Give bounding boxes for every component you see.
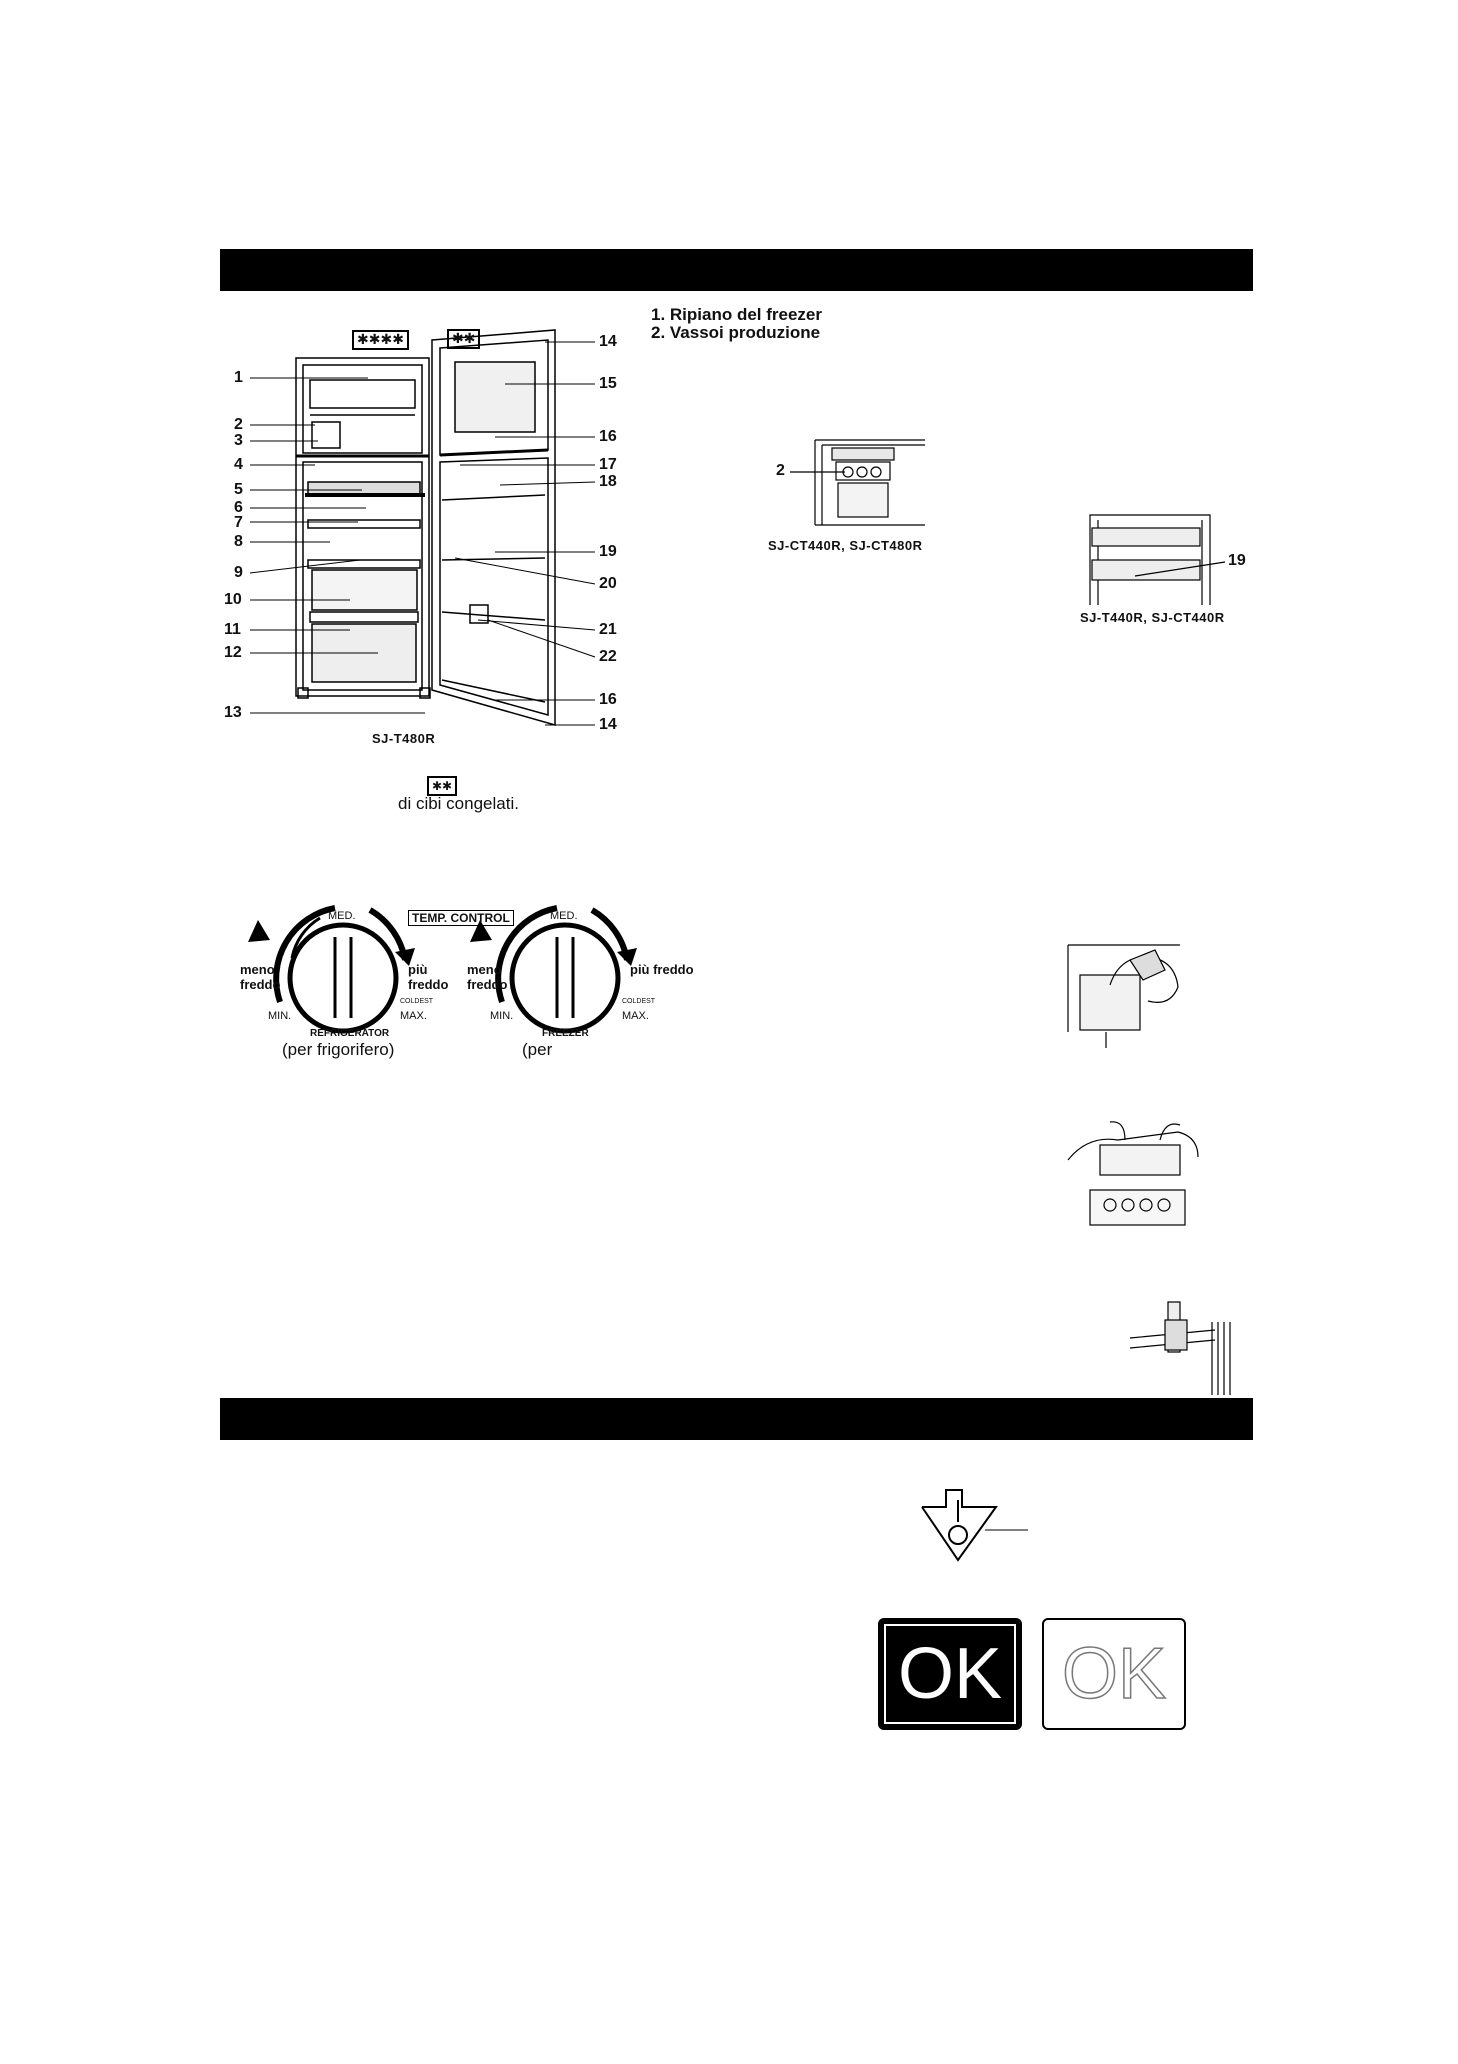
callout-8: 8 [234, 533, 243, 550]
fridge-less-cold-label: meno freddo [240, 962, 281, 992]
callout-2: 2 [234, 416, 243, 433]
callout-4: 4 [234, 456, 243, 473]
callout-6: 6 [234, 499, 243, 516]
callout-12: 12 [224, 644, 242, 661]
callout-5: 5 [234, 481, 243, 498]
callout-22: 22 [599, 648, 617, 665]
freezer-med-label: MED. [550, 910, 578, 922]
freezer-max-label: MAX. [622, 1010, 649, 1022]
detail-b-callout: 19 [1228, 552, 1246, 569]
callout-3: 3 [234, 432, 243, 449]
callout-19: 19 [599, 543, 617, 560]
legend-item-1: 1. Ripiano del freezer [651, 305, 822, 324]
detail-b-models: SJ-T440R, SJ-CT440R [1080, 610, 1225, 625]
freezer-min-label: MIN. [490, 1010, 514, 1022]
fridge-max-label: MAX. [400, 1010, 427, 1022]
fridge-coldest-label: COLDEST [400, 998, 434, 1005]
callout-21: 21 [599, 621, 617, 638]
fridge-more-cold-label: più freddo [408, 962, 449, 992]
stars-note-icon: ✱✱ [427, 776, 457, 796]
callout-10: 10 [224, 591, 242, 608]
model-label: SJ-T480R [372, 731, 436, 746]
callout-7: 7 [234, 514, 243, 531]
callout-16-top: 16 [599, 428, 617, 445]
callout-13: 13 [224, 704, 242, 721]
freezer-caption: (per [522, 1040, 553, 1059]
callout-17: 17 [599, 456, 617, 473]
callout-20: 20 [599, 575, 617, 592]
ok-indicator-solid: OK [878, 1618, 1022, 1730]
callout-18: 18 [599, 473, 617, 490]
callout-9: 9 [234, 564, 243, 581]
fridge-knob-name: REFRIGERATOR [310, 1028, 390, 1039]
callout-11: 11 [224, 621, 241, 638]
freezer-coldest-label: COLDEST [622, 998, 656, 1005]
remove-tray-illustration [1068, 945, 1180, 1048]
detail-a-callout: 2 [776, 462, 785, 479]
freezer-less-cold-label: meno freddo [467, 962, 508, 992]
ok-indicator-outline: OK [1042, 1618, 1186, 1730]
freezer-knob-name: FREEZER [542, 1028, 589, 1039]
callout-14-bottom: 14 [599, 716, 617, 733]
callout-14-top: 14 [599, 333, 617, 350]
callout-1: 1 [234, 369, 243, 386]
fridge-caption: (per frigorifero) [282, 1040, 395, 1059]
twist-tray-illustration [1068, 1122, 1198, 1225]
detail-a-models: SJ-CT440R, SJ-CT480R [768, 538, 923, 553]
freezer-more-cold-label: più freddo [630, 962, 694, 977]
warning-thermometer-icon [922, 1490, 1028, 1560]
legend-item-2: 2. Vassoi produzione [651, 323, 821, 342]
callout-16-bottom: 16 [599, 691, 617, 708]
fridge-med-label: MED. [328, 910, 356, 922]
stars-note-text: di cibi congelati. [398, 794, 519, 813]
temp-control-badge: TEMP. CONTROL [408, 910, 514, 926]
egg-holder-illustration [1130, 1302, 1230, 1395]
freezer-star-rating-icon: ✱✱✱✱ [352, 330, 409, 350]
callout-15: 15 [599, 375, 617, 392]
fridge-min-label: MIN. [268, 1010, 292, 1022]
door-star-rating-icon: ✱✱ [447, 329, 480, 349]
